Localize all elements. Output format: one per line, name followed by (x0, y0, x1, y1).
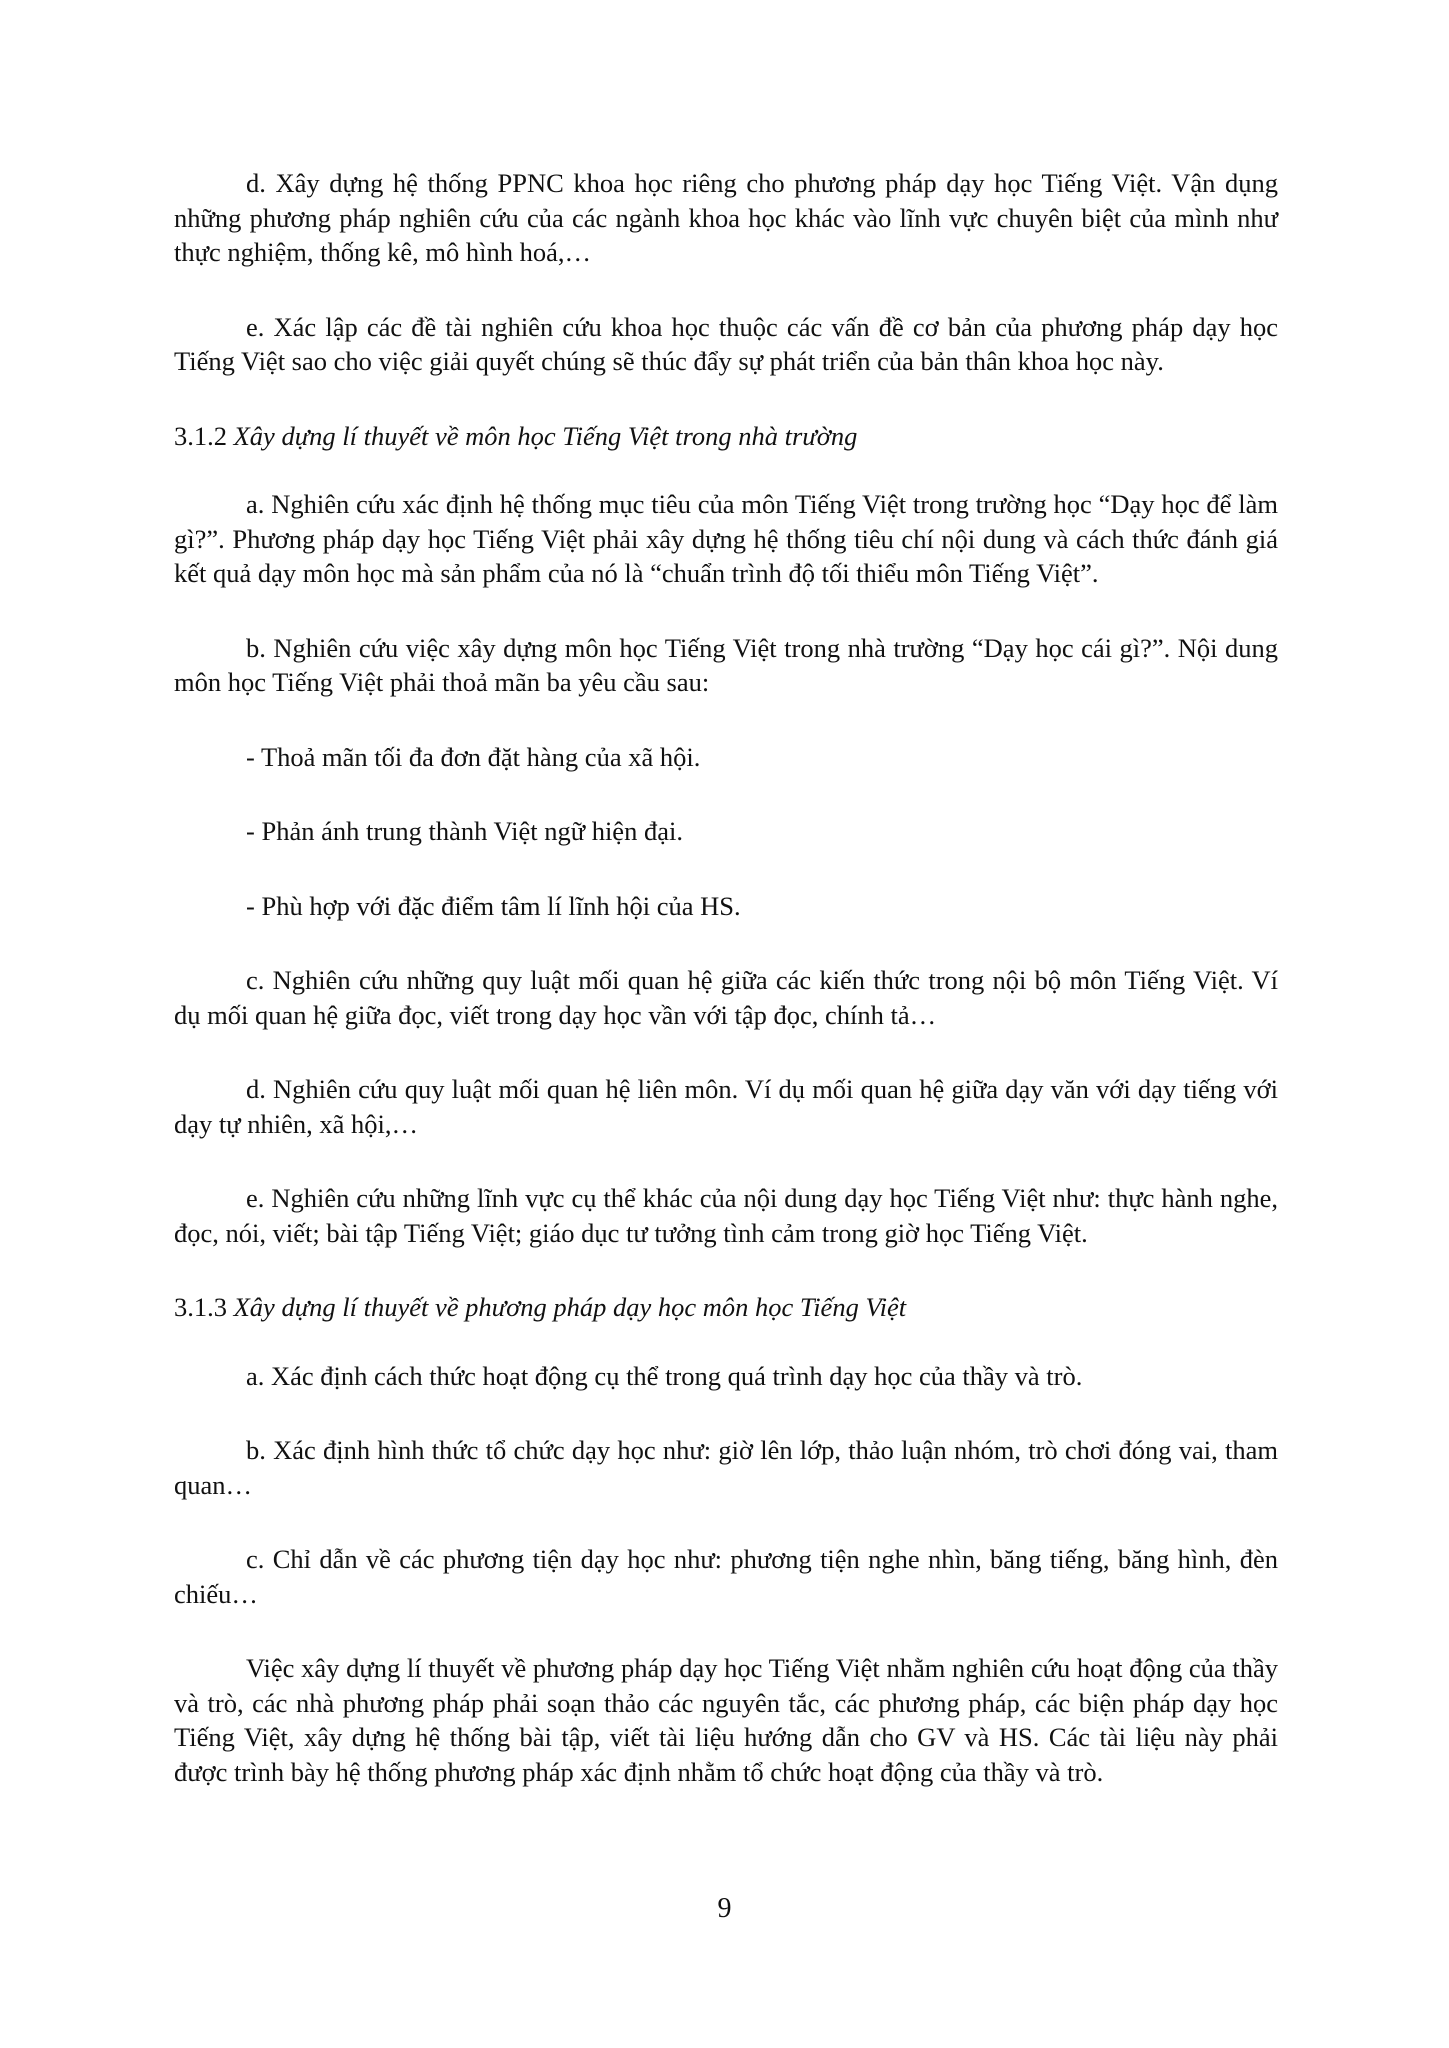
paragraph-b-content: b. Nghiên cứu việc xây dựng môn học Tiếng Việt trong nhà trường “Dạy học cái gì?”. Nội dung môn học Tiếng Việt phải thoả mãn ba yêu cầu sau: (174, 632, 1278, 697)
paragraph-conclusion: Việc xây dựng lí thuyết về phương pháp dạy học Tiếng Việt nhằm nghiên cứu hoạt động của thầy và trò, các nhà phương pháp phải soạn thảo các nguyên tắc, các phương pháp, các biện pháp dạy học Tiếng Việt, xây dựng hệ thống bài tập, viết tài liệu hướng dẫn cho GV và HS. Các tài liệu này phải được trình bày hệ thống phương pháp xác định nhằm tổ chức hoạt động của thầy và trò. (174, 1653, 1278, 1787)
section-title-3-1-2: Xây dựng lí thuyết về môn học Tiếng Việt trong nhà trường (233, 420, 858, 451)
section-heading-3-1-3 (174, 1290, 1278, 1325)
section-title-3-1-3: Xây dựng lí thuyết về phương pháp dạy học môn học Tiếng Việt (233, 1292, 907, 1322)
section-heading-3-1-2 (174, 419, 1278, 454)
paragraph-c-teaching-aids: c. Chỉ dẫn về các phương tiện dạy học như: phương tiện nghe nhìn, băng tiếng, băng hình, đèn chiếu… (174, 1544, 1278, 1609)
paragraph-a-objectives: a. Nghiên cứu xác định hệ thống mục tiêu của môn Tiếng Việt trong trường học “Dạy học để làm gì?”. Phương pháp dạy học Tiếng Việt phải xây dựng hệ thống tiêu chí nội dung và cách thức đánh giá kết quả dạy môn học mà sản phẩm của nó là “chuẩn trình độ tối thiểu môn Tiếng Việt”. (174, 489, 1278, 588)
document-page (174, 166, 1278, 1789)
paragraph-d-research-methods: d. Xây dựng hệ thống PPNC khoa học riêng cho phương pháp dạy học Tiếng Việt. Vận dụng những phương pháp nghiên cứu của các ngành khoa học khác vào lĩnh vực chuyên biệt của mình như thực nghiệm, thống kê, mô hình hoá,… (174, 168, 1278, 267)
paragraph-c-knowledge-relations: c. Nghiên cứu những quy luật mối quan hệ giữa các kiến thức trong nội bộ môn Tiếng Việt. Ví dụ mối quan hệ giữa đọc, viết trong dạy học vần với tập đọc, chính tả… (174, 965, 1278, 1030)
paragraph-a-activities: a. Xác định cách thức hoạt động cụ thể trong quá trình dạy học của thầy và trò. (246, 1360, 1083, 1391)
list-item-requirement-2: - Phản ánh trung thành Việt ngữ hiện đại. (246, 816, 683, 846)
list-item-requirement-1: - Thoả mãn tối đa đơn đặt hàng của xã hội. (246, 741, 701, 772)
paragraph-b-organization: b. Xác định hình thức tổ chức dạy học như: giờ lên lớp, thảo luận nhóm, trò chơi đóng vai, tham quan… (174, 1435, 1278, 1500)
paragraph-e-specific-areas: e. Nghiên cứu những lĩnh vực cụ thể khác của nội dung dạy học Tiếng Việt như: thực hành nghe, đọc, nói, viết; bài tập Tiếng Việt; giáo dục tư tưởng tình cảm trong giờ học Tiếng Việt. (174, 1183, 1278, 1248)
page-number: 9 (717, 1893, 732, 1924)
section-number-3-1-2: 3.1.2 (174, 420, 227, 451)
section-number-3-1-3: 3.1.3 (174, 1292, 227, 1322)
list-item-requirement-3: - Phù hợp với đặc điểm tâm lí lĩnh hội của HS. (246, 890, 741, 921)
paragraph-e-research-topics: e. Xác lập các đề tài nghiên cứu khoa học thuộc các vấn đề cơ bản của phương pháp dạy học Tiếng Việt sao cho việc giải quyết chúng sẽ thúc đẩy sự phát triển của bản thân khoa học này. (174, 311, 1278, 376)
paragraph-d-interdisciplinary: d. Nghiên cứu quy luật mối quan hệ liên môn. Ví dụ mối quan hệ giữa dạy văn với dạy tiếng với dạy tự nhiên, xã hội,… (174, 1074, 1278, 1139)
